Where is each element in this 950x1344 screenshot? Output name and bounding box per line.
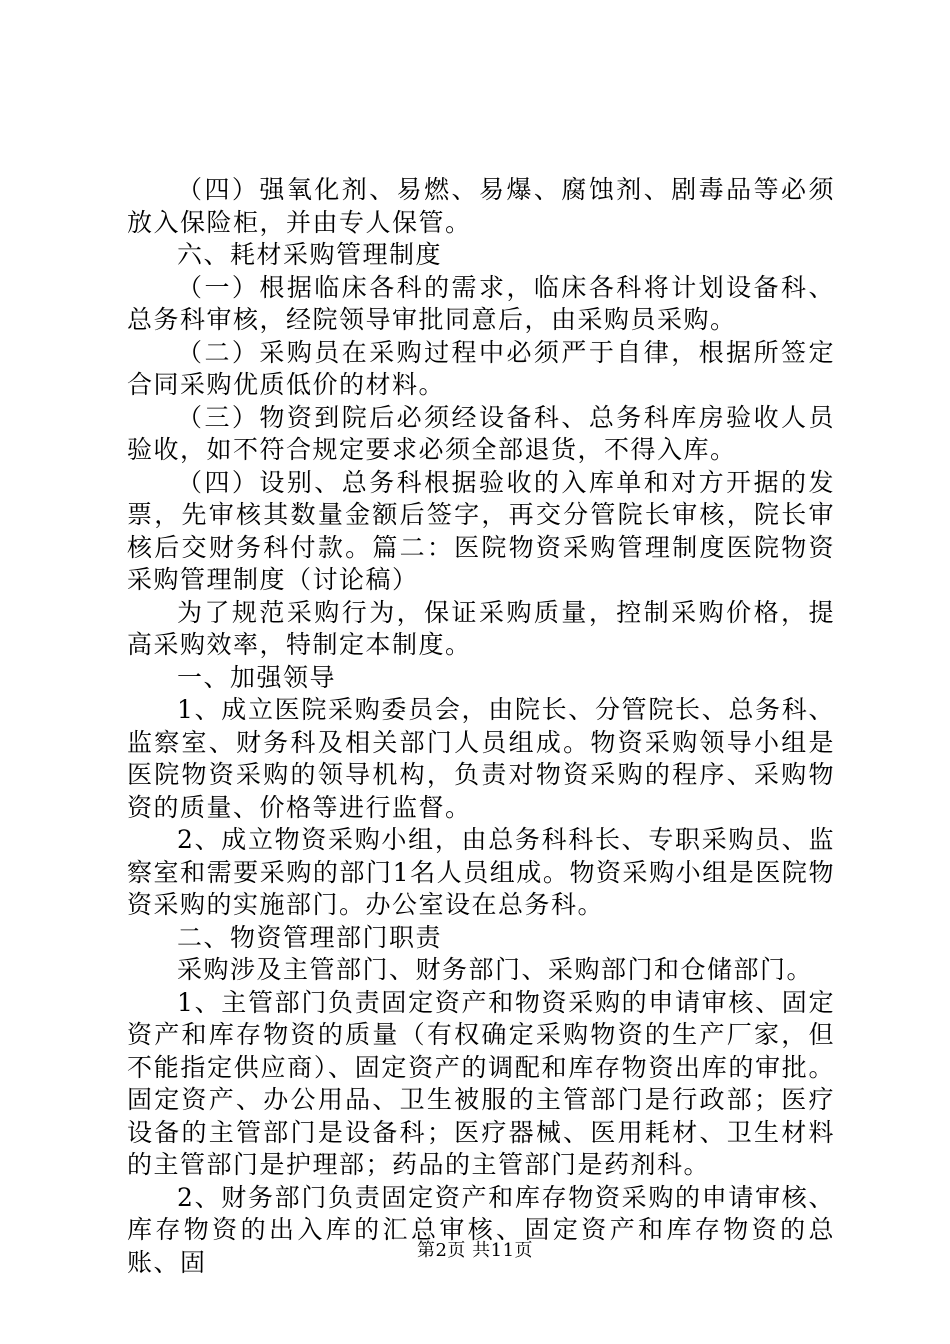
section-heading: 二、物资管理部门职责 [177, 922, 443, 952]
paragraph: （四）设别、总务科根据验收的入库单和对方开据的发票，先审核其数量金额后签字，再交分管院长审核，院长审核后交财务科付款。篇二：医院物资采购管理制度医院物资采购管理制度（讨论稿） [127, 467, 835, 594]
paragraph: （四）强氧化剂、易燃、易爆、腐蚀剂、剧毒品等必须放入保险柜，并由专人保管。 [127, 175, 835, 237]
paragraph: （一）根据临床各科的需求，临床各科将计划设备科、总务科审核，经院领导审批同意后，由采购员采购。 [127, 272, 835, 334]
paragraph: （三）物资到院后必须经设备科、总务科库房验收人员验收，如不符合规定要求必须全部退货，不得入库。 [127, 402, 835, 464]
section-heading: 六、耗材采购管理制度 [177, 240, 443, 269]
section-heading: 一、加强领导 [177, 662, 337, 692]
paragraph: 1、主管部门负责固定资产和物资采购的申请审核、固定资产和库存物资的质量（有权确定采购物资的生产厂家，但不能指定供应商）、固定资产的调配和库存物资出库的审批。固定资产、办公用品、卫生被服的主管部门是行政部；医疗设备的主管部门是设备科；医疗器械、医用耗材、卫生材料的主管部门是护理部；药品的主管部门是药剂科。 [127, 987, 835, 1179]
paragraph: 2、财务部门负责固定资产和库存物资采购的申请审核、库存物资的出入库的汇总审核、固定资产和库存物资的总账、固 [127, 1182, 835, 1277]
paragraph: 为了规范采购行为，保证采购质量，控制采购价格，提高采购效率，特制定本制度。 [127, 597, 835, 659]
paragraph: 1、成立医院采购委员会，由院长、分管院长、总务科、监察室、财务科及相关部门人员组成。物资采购领导小组是医院物资采购的领导机构，负责对物资采购的程序、采购物资的质量、价格等进行监督。 [127, 695, 835, 822]
document-body [127, 174, 835, 1279]
paragraph: （二）采购员在采购过程中必须严于自律，根据所签定合同采购优质低价的材料。 [127, 337, 835, 399]
paragraph: 采购涉及主管部门、财务部门、采购部门和仓储部门。 [177, 955, 814, 984]
paragraph: 2、成立物资采购小组，由总务科科长、专职采购员、监察室和需要采购的部门1名人员组成。物资采购小组是医院物资采购的实施部门。办公室设在总务科。 [127, 825, 835, 919]
page-number-footer: 第2页 共11页 [416, 1240, 534, 1261]
